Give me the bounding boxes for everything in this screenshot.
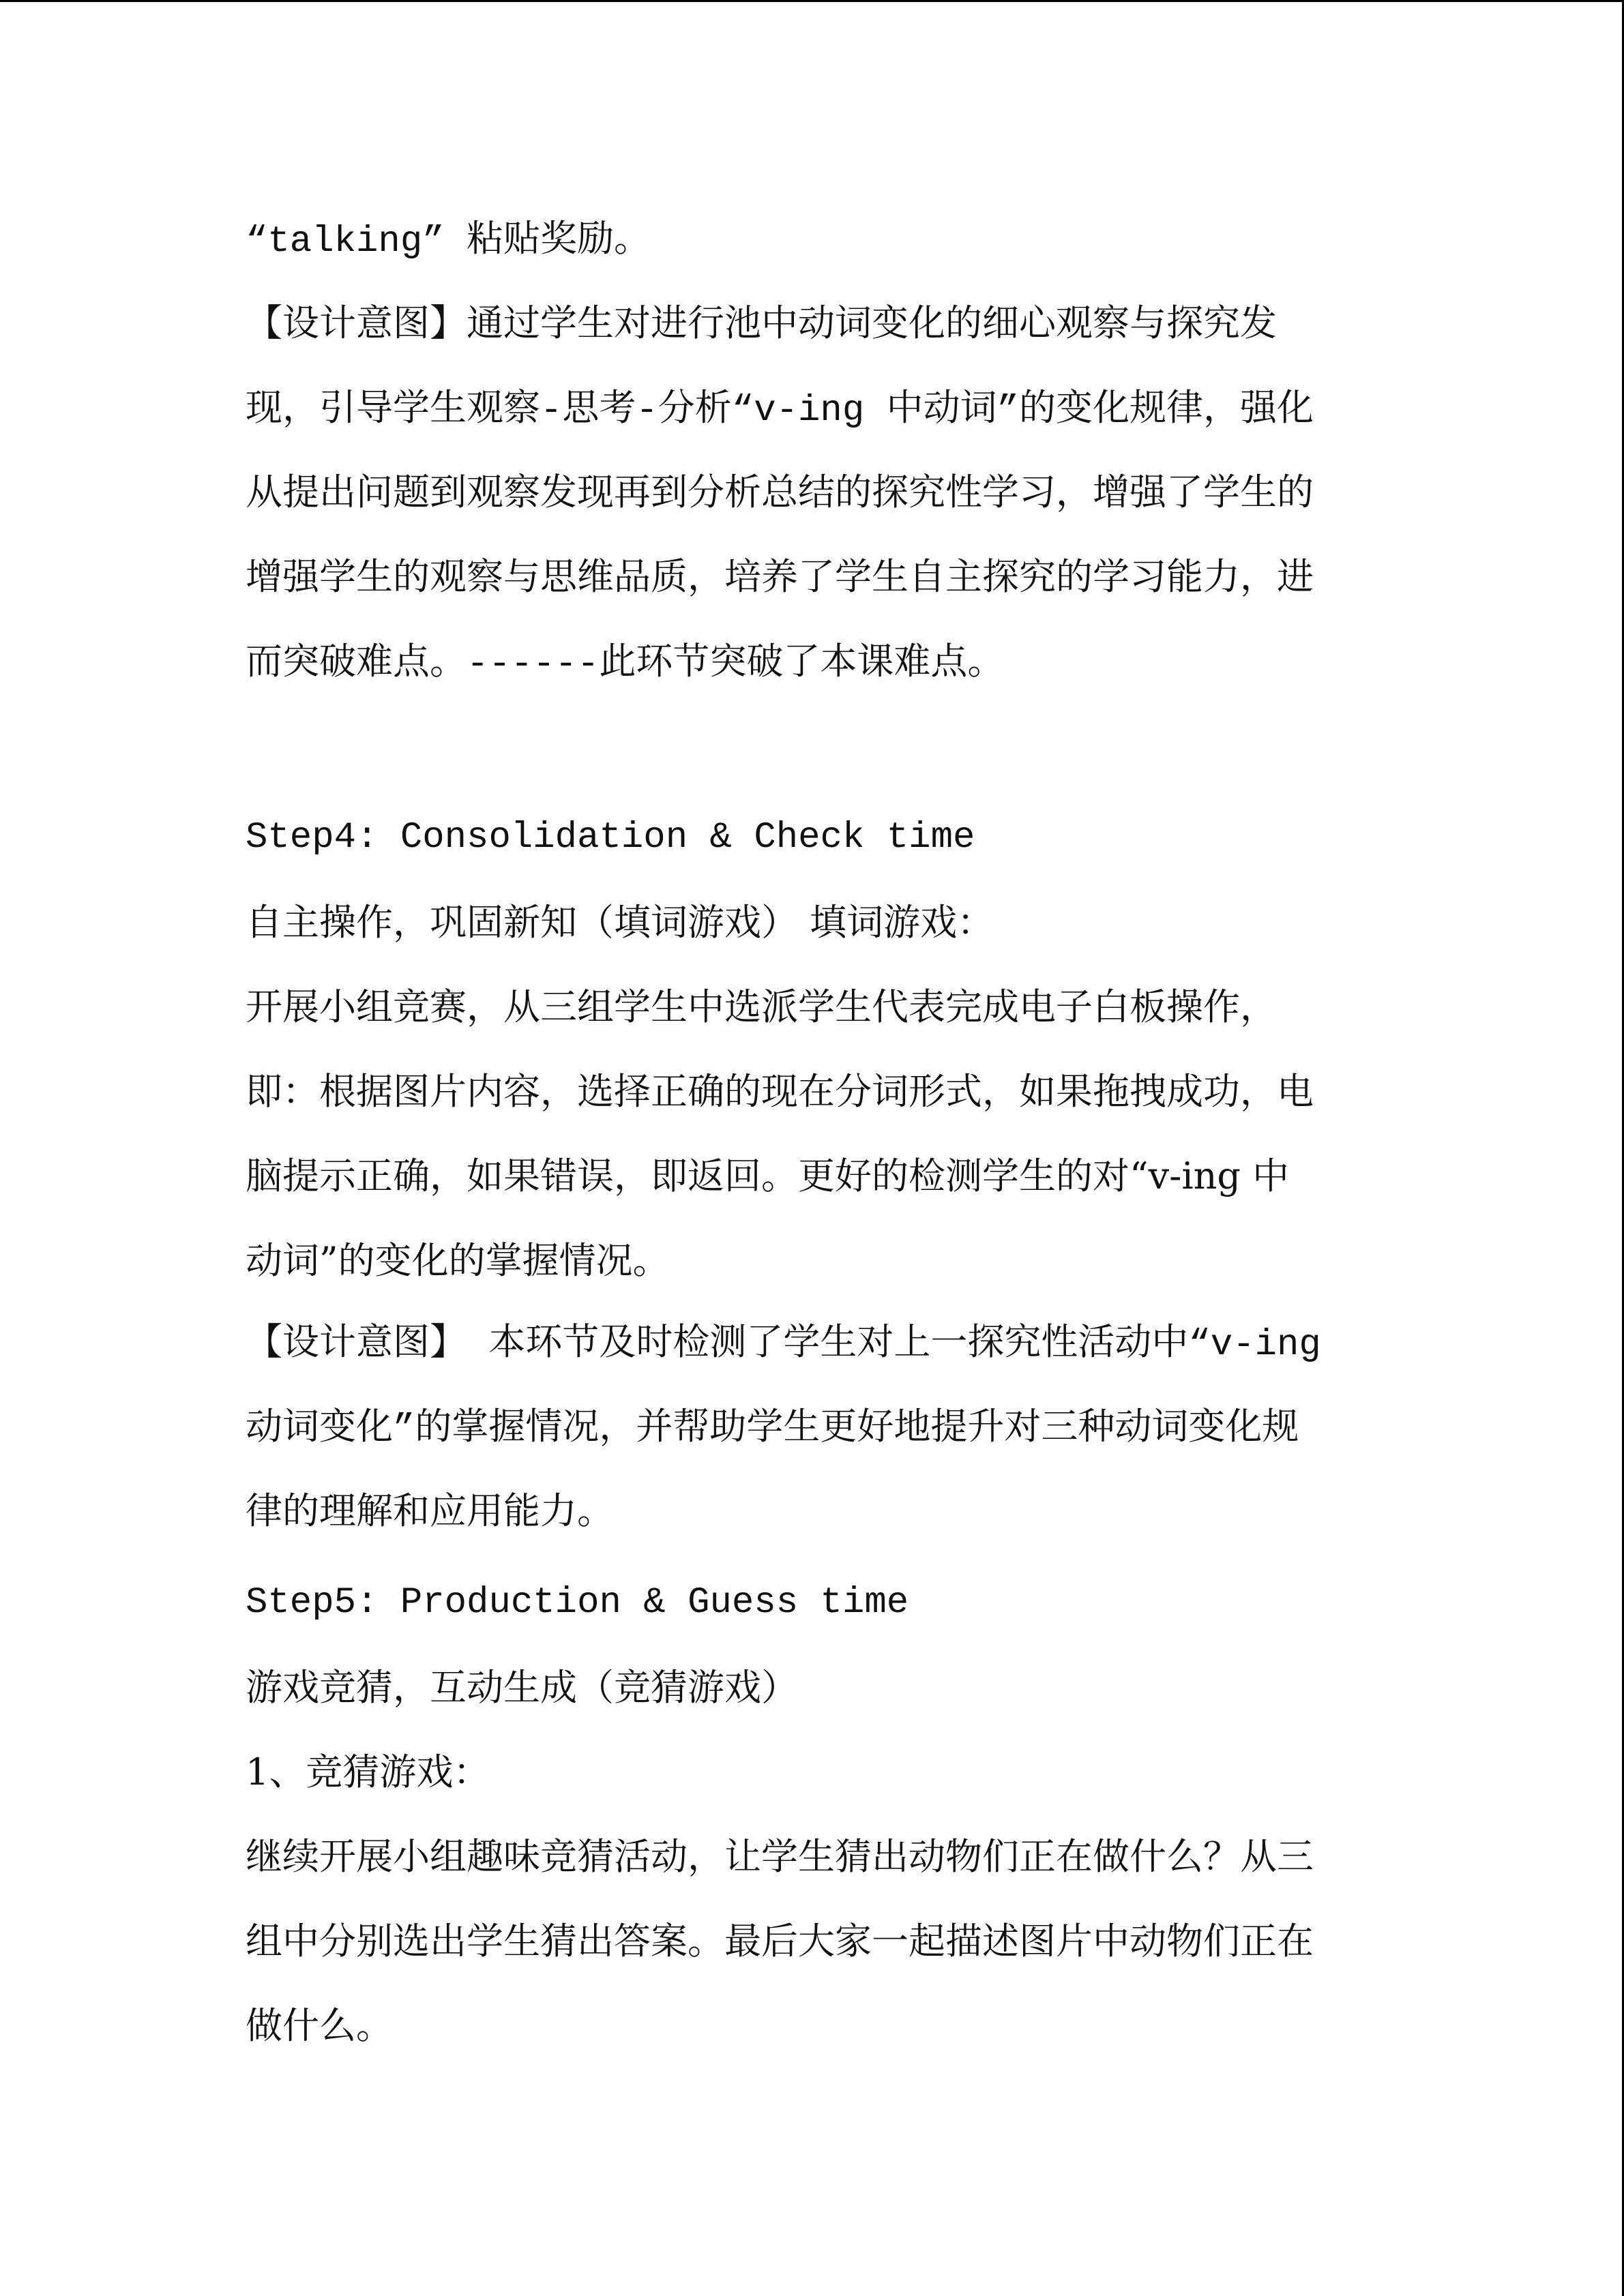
text-line-1: “talking” 粘贴奖励。 xyxy=(246,221,651,263)
text-line-step4-2: 开展小组竞赛，从三组学生中选派学生代表完成电子白板操作， xyxy=(246,985,1277,1028)
design-intent-line-4: 增强学生的观察与思维品质，培养了学生自主探究的学习能力，进 xyxy=(246,559,1314,601)
design-intent-line-3: 从提出问题到观察发现再到分析总结的探究性学习，增强了学生的 xyxy=(246,475,1314,516)
text-line-step4-4: 脑提示正确，如果错误，即返回。更好的检测学生的对“v-ing 中 xyxy=(246,1154,1290,1197)
text-line-step5-2: 1、竞猜游戏： xyxy=(246,1750,490,1793)
text-line-step5-3: 继续开展小组趣味竞猜活动，让学生猜出动物们正在做什么？从三 xyxy=(246,1835,1314,1878)
step4-heading: Step4: Consolidation & Check time xyxy=(246,817,975,859)
design-intent-line-1: 【设计意图】通过学生对进行池中动词变化的细心观察与探究发 xyxy=(246,305,1277,347)
text-line-step4-5: 动词”的变化的掌握情况。 xyxy=(246,1239,670,1282)
design-intent-2-line-3: 律的理解和应用能力。 xyxy=(246,1493,614,1535)
text-line-step5-1: 游戏竞猜，互动生成（竞猜游戏） xyxy=(246,1666,798,1709)
text-line-step5-4: 组中分别选出学生猜出答案。最后大家一起描述图片中动物们正在 xyxy=(246,1920,1314,1963)
text-line-step5-5: 做什么。 xyxy=(246,2004,393,2047)
design-intent-2-line-1: 【设计意图】 本环节及时检测了学生对上一探究性活动中“v-ing xyxy=(246,1324,1321,1366)
design-intent-line-5: 而突破难点。------此环节突破了本课难点。 xyxy=(246,644,1005,685)
design-intent-line-2: 现，引导学生观察-思考-分析“v-ing 中动词”的变化规律，强化 xyxy=(246,390,1314,432)
step5-heading: Step5: Production & Guess time xyxy=(246,1582,909,1624)
text-line-step4-1: 自主操作，巩固新知（填词游戏） 填词游戏： xyxy=(246,901,994,944)
design-intent-2-line-2: 动词变化”的掌握情况，并帮助学生更好地提升对三种动词变化规 xyxy=(246,1409,1299,1450)
text-line-step4-3: 即：根据图片内容，选择正确的现在分词形式，如果拖拽成功，电 xyxy=(246,1070,1314,1113)
